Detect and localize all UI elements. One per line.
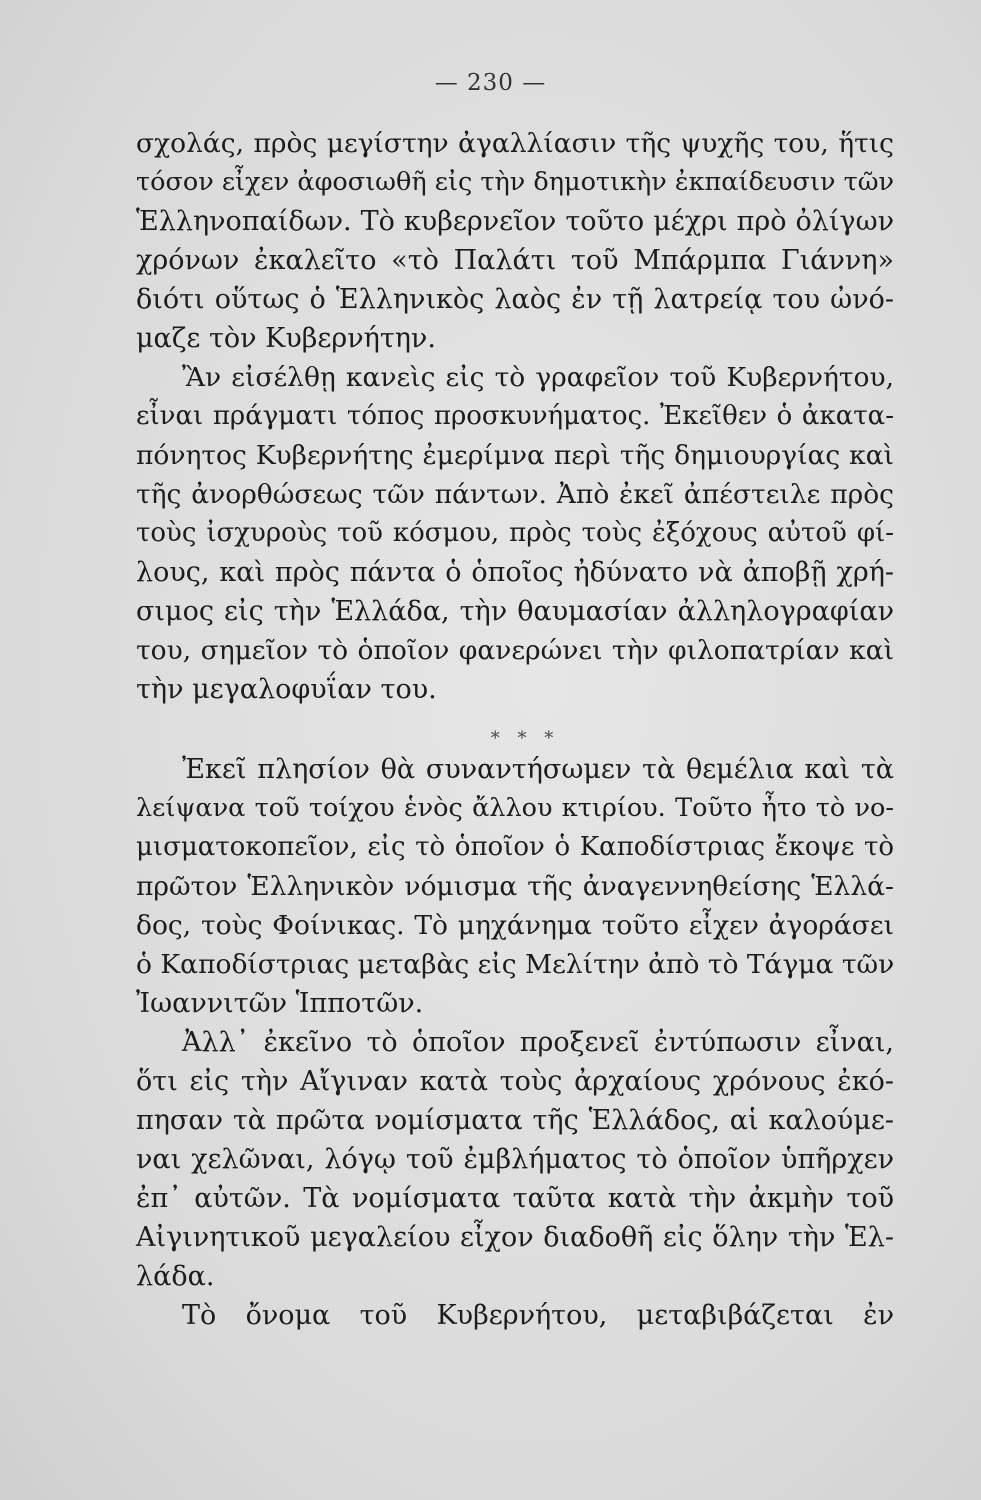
text-line: χρόνων ἐκαλεῖτο «τὸ Παλάτι τοῦ Μπάρμπα Γιάννη» (136, 245, 894, 276)
text-line: εἶναι πράγματι τόπος προσκυνήματος. Ἐκεῖθεν ὁ ἀκατα- (136, 401, 894, 431)
text-line: Ἑλληνοπαίδων. Τὸ κυβερνεῖον τοῦτο μέχρι πρὸ ὀλίγων (136, 206, 894, 237)
text-line: Ἂν εἰσέλθῃ κανεὶς εἰς τὸ γραφεῖον τοῦ Κυβερνήτου, (182, 362, 894, 393)
text-line: Ἐκεῖ πλησίον θὰ συναντήσωμεν τὰ θεμέλια καὶ τὰ (182, 754, 894, 785)
text-line: σιμος εἰς τὴν Ἑλλάδα, τὴν θαυμασίαν ἀλληλογραφίαν (136, 596, 894, 627)
page-number: — 230 — (434, 70, 547, 96)
paragraph (136, 124, 894, 358)
text-line: του, σημεῖον τὸ ὁποῖον φανερώνει τὴν φιλοπατρίαν καὶ (136, 635, 894, 666)
paragraph (136, 750, 894, 1023)
text-line: λείψανα τοῦ τοίχου ἑνὸς ἄλλου κτιρίου. Τοῦτο ἦτο τὸ νο- (136, 793, 894, 823)
text-line: Ἰωαννιτῶν Ἱπποτῶν. (136, 988, 424, 1019)
text-line: σχολάς, πρὸς μεγίστην ἀγαλλίασιν τῆς ψυχῆς του, ἥτις (136, 128, 894, 159)
text-line: πρῶτον Ἑλληνικὸν νόμισμα τῆς ἀναγεννηθείσης Ἑλλά- (136, 871, 894, 902)
text-line: ναι χελῶναι, λόγῳ τοῦ ἐμβλήματος τὸ ὁποῖον ὑπῆρχεν (136, 1144, 894, 1175)
text-line: πόνητος Κυβερνήτης ἐμερίμνα περὶ τῆς δημιουργίας καὶ (136, 440, 894, 471)
text-line: λάδα. (136, 1261, 215, 1292)
text-line: τόσον εἶχεν ἀφοσιωθῆ εἰς τὴν δημοτικὴν ἐκπαίδευσιν τῶν (136, 167, 894, 197)
text-line: Ἀλλ᾽ ἐκεῖνο τὸ ὁποῖον προξενεῖ ἐντύπωσιν εἶναι, (182, 1027, 894, 1058)
text-line: ἐπ᾽ αὐτῶν. Τὰ νομίσματα ταῦτα κατὰ τὴν ἀκμὴν τοῦ (136, 1183, 894, 1214)
text-line: τῆς ἀνορθώσεως τῶν πάντων. Ἀπὸ ἐκεῖ ἀπέστειλε πρὸς (136, 479, 894, 510)
text-line: διότι οὕτως ὁ Ἑλληνικὸς λαὸς ἐν τῇ λατρείᾳ του ὠνό- (136, 284, 894, 315)
paragraph (136, 358, 894, 709)
body-text (136, 124, 894, 1335)
text-line: Αἰγινητικοῦ μεγαλείου εἶχον διαδοθῆ εἰς ὅλην τὴν Ἑλ- (136, 1222, 894, 1253)
text-line: πησαν τὰ πρῶτα νομίσματα τῆς Ἑλλάδος, αἱ καλούμε- (136, 1105, 894, 1136)
text-line: λους, καὶ πρὸς πάντα ὁ ὁποῖος ἠδύνατο νὰ ἀποβῇ χρή- (136, 557, 894, 588)
text-line: μισματοκοπεῖον, εἰς τὸ ὁποῖον ὁ Καποδίστριας ἔκοψε τὸ (136, 832, 894, 862)
text-line: δος, τοὺς Φοίνικας. Τὸ μηχάνημα τοῦτο εἶχεν ἀγοράσει (136, 910, 894, 941)
section-break: * * * (490, 728, 560, 749)
text-line: Τὸ ὄνομα τοῦ Κυβερνήτου, μεταβιβάζεται ἐν (182, 1300, 894, 1331)
paragraph (136, 1023, 894, 1296)
text-line: ὅτι εἰς τὴν Αἴγιναν κατὰ τοὺς ἀρχαίους χρόνους ἐκό- (136, 1066, 894, 1097)
text-line: τοὺς ἰσχυροὺς τοῦ κόσμου, πρὸς τοὺς ἐξόχους αὐτοῦ φί- (136, 518, 894, 548)
text-line: τὴν μεγαλοφυΐαν του. (136, 674, 437, 705)
paragraph (136, 1296, 894, 1335)
text-line: μαζε τὸν Κυβερνήτην. (136, 323, 436, 354)
text-line: ὁ Καποδίστριας μεταβὰς εἰς Μελίτην ἀπὸ τὸ Τάγμα τῶν (136, 949, 895, 980)
